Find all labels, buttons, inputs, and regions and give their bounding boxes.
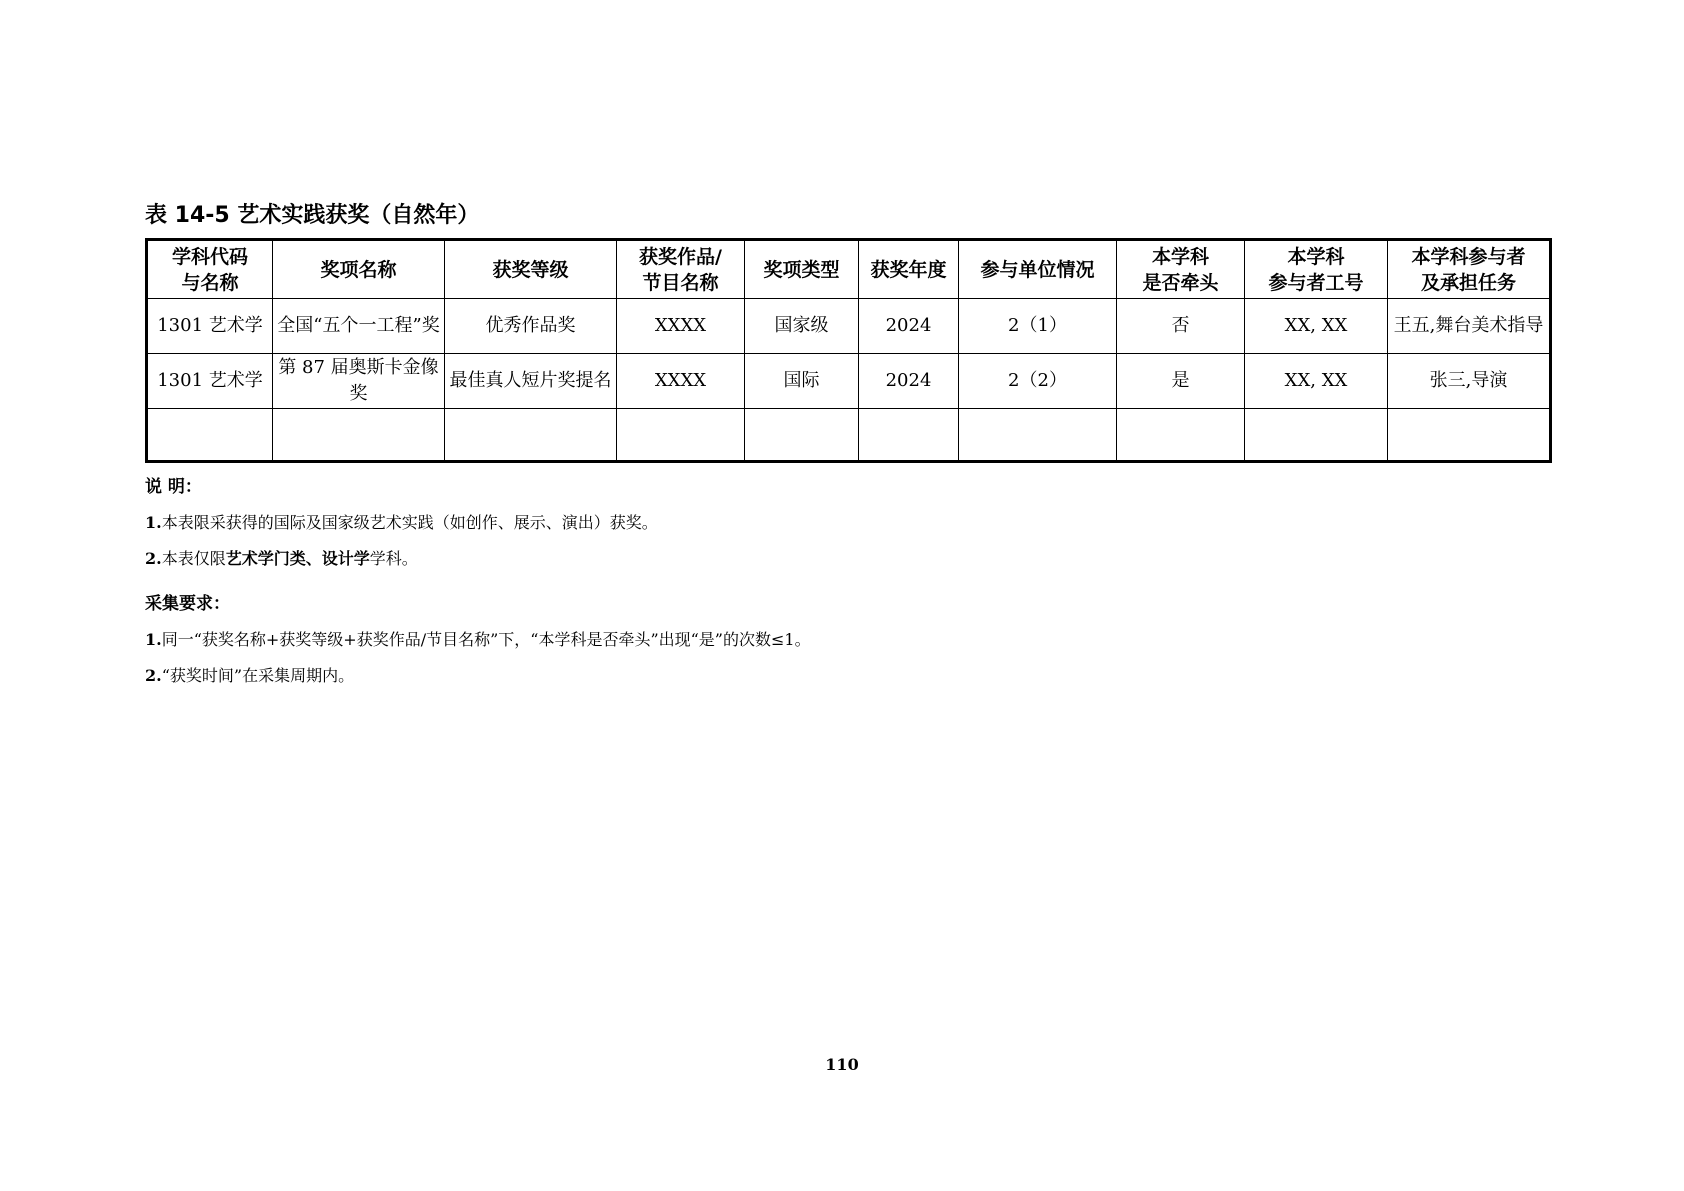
header-participant-id: 本学科 参与者工号 [1245, 240, 1388, 299]
table-cell: 否 [1117, 299, 1245, 354]
table-cell [1117, 409, 1245, 462]
requirement-item-1 [145, 629, 811, 651]
item-text-bold: 艺术学门类、设计学 [225, 549, 370, 568]
table-cell: 2（2） [959, 354, 1117, 409]
header-work-name: 获奖作品/ 节目名称 [617, 240, 745, 299]
table-cell: XX, XX [1245, 299, 1388, 354]
header-discipline-code: 学科代码 与名称 [147, 240, 273, 299]
table-cell [745, 409, 859, 462]
item-text: 本表仅限 [161, 549, 226, 568]
table-cell: 国家级 [745, 299, 859, 354]
table-cell: 1301 艺术学 [147, 354, 273, 409]
table-cell: 是 [1117, 354, 1245, 409]
table-cell: 全国“五个一工程”奖 [273, 299, 445, 354]
item-text: 学科。 [369, 549, 418, 568]
table-cell [617, 409, 745, 462]
item-text: 同一“获奖名称+获奖等级+获奖作品/节目名称”下，“本学科是否牵头”出现“是”的次数≤1。 [161, 630, 811, 649]
item-number: 1. [145, 513, 162, 532]
table-cell [1245, 409, 1388, 462]
table-cell: 王五,舞台美术指导 [1388, 299, 1551, 354]
page-number: 110 [825, 1055, 859, 1074]
art-practice-awards-table [145, 238, 1552, 463]
table-header-row [147, 240, 1551, 299]
table-row [147, 299, 1551, 354]
explanation-item-1 [145, 512, 658, 534]
header-participating-units: 参与单位情况 [959, 240, 1117, 299]
header-award-year: 获奖年度 [859, 240, 959, 299]
item-number: 1. [145, 630, 162, 649]
table-cell [1388, 409, 1551, 462]
item-text: 本表限采获得的国际及国家级艺术实践（如创作、展示、演出）获奖。 [161, 513, 658, 532]
table-cell: 优秀作品奖 [445, 299, 617, 354]
table-cell: 2024 [859, 354, 959, 409]
table-cell [959, 409, 1117, 462]
table-cell: 1301 艺术学 [147, 299, 273, 354]
requirements-heading: 采集要求： [145, 594, 230, 614]
item-number: 2. [145, 666, 162, 685]
table-cell [147, 409, 273, 462]
explanation-item-2 [145, 548, 418, 570]
page-title: 表 14-5 艺术实践获奖（自然年） [145, 203, 480, 228]
explanation-heading: 说 明： [145, 477, 202, 497]
table-cell [859, 409, 959, 462]
table-cell [273, 409, 445, 462]
header-award-level: 获奖等级 [445, 240, 617, 299]
table-cell: 2（1） [959, 299, 1117, 354]
table-cell: 2024 [859, 299, 959, 354]
header-award-type: 奖项类型 [745, 240, 859, 299]
table-cell: 张三,导演 [1388, 354, 1551, 409]
table-cell [445, 409, 617, 462]
table-cell: XX, XX [1245, 354, 1388, 409]
table-cell: XXXX [617, 299, 745, 354]
table-cell: XXXX [617, 354, 745, 409]
header-award-name: 奖项名称 [273, 240, 445, 299]
table-row [147, 354, 1551, 409]
header-is-lead: 本学科 是否牵头 [1117, 240, 1245, 299]
item-text: “获奖时间”在采集周期内。 [161, 666, 355, 685]
requirement-item-2 [145, 665, 354, 687]
header-participant-tasks: 本学科参与者 及承担任务 [1388, 240, 1551, 299]
table-cell: 第 87 届奥斯卡金像奖 [273, 354, 445, 409]
table-cell: 最佳真人短片奖提名 [445, 354, 617, 409]
item-number: 2. [145, 549, 162, 568]
table-cell: 国际 [745, 354, 859, 409]
table-row-empty [147, 409, 1551, 462]
